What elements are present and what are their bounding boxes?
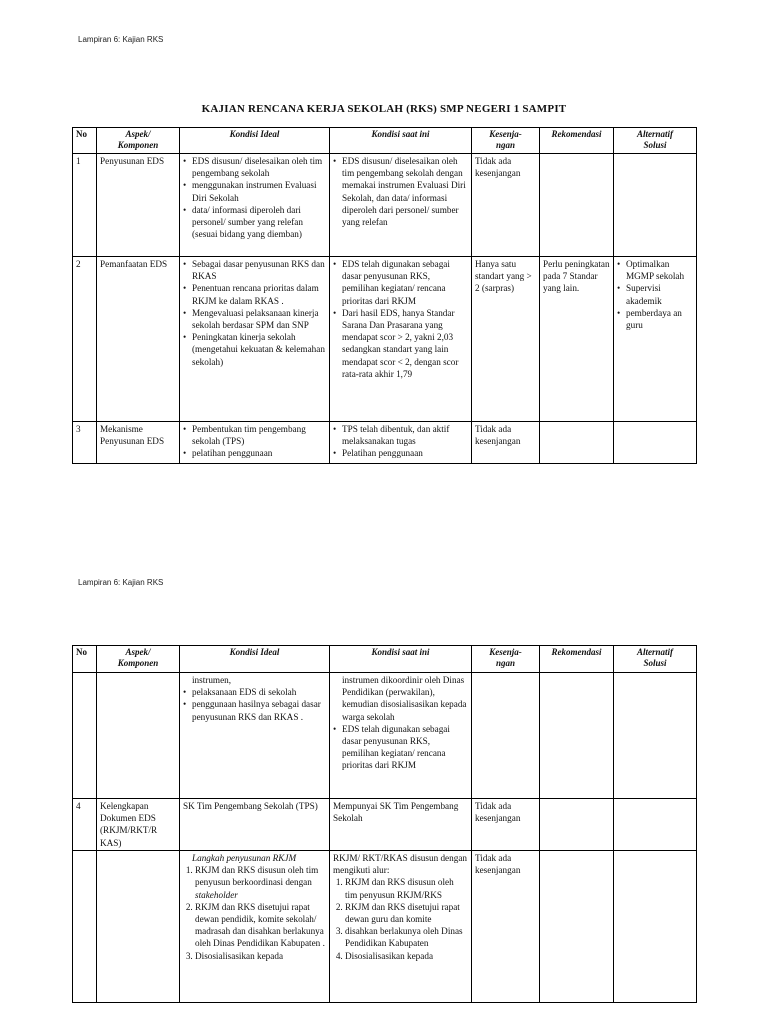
- list-item: • Peningkatan kinerja sekolah (mengetahui kekuatan & kelemahan sekolah): [192, 331, 326, 368]
- header-aspek: Aspek/ Komponen: [97, 646, 180, 673]
- list-item: • EDS disusun/ diselesaikan oleh tim pengembang sekolah dengan memakai instrumen Evaluasi Diri Sekolah, dan data/ informasi diperoleh dari personel/ sumber yang relefan: [342, 155, 468, 228]
- aspek-cell: Penyusunan EDS: [97, 154, 180, 257]
- document-title: KAJIAN RENCANA KERJA SEKOLAH (RKS) SMP NEGERI 1 SAMPIT: [201, 103, 567, 115]
- header-kondisi-ideal: Kondisi Ideal: [180, 128, 330, 154]
- list-item: • Pembentukan tim pengembang sekolah (TPS): [192, 423, 326, 447]
- header-kondisi-saat-ini: Kondisi saat ini: [330, 128, 472, 154]
- header-no: No: [73, 646, 97, 673]
- list-item: 1. RKJM dan RKS disusun oleh tim penyusun RKJM/RKS: [345, 876, 468, 900]
- list-item: 3. disahkan berlakunya oleh Dinas Pendidikan Kabupaten: [345, 925, 468, 949]
- alternatif-cell: [614, 673, 697, 799]
- list-item: • Dari hasil EDS, hanya Standar Sarana Dan Prasarana yang mendapat scor > 2, yakni 2,03 sedangkan standart yang lain mendapat scor < 2, dengan scor rata-rata akhir 1,79: [342, 307, 468, 380]
- kesenjangan-cell: Tidak ada kesenjangan: [472, 851, 540, 1003]
- row-number: 3: [73, 422, 97, 464]
- kondisi-saat-ini-cell: [330, 257, 472, 422]
- continued-text: instrumen,: [192, 675, 232, 685]
- list-item: • Pelatihan penggunaan: [342, 447, 468, 459]
- alternatif-cell: [614, 154, 697, 257]
- kondisi-ideal-cell: [180, 257, 330, 422]
- table-header-row: [73, 646, 697, 673]
- row-number: 4: [73, 799, 97, 851]
- kesenjangan-cell: Tidak ada kesenjangan: [472, 799, 540, 851]
- list-item: • pelatihan penggunaan: [192, 447, 326, 459]
- row-number: 1: [73, 154, 97, 257]
- kondisi-ideal-cell: [180, 851, 330, 1003]
- list-item: 3. Disosialisasikan kepada: [195, 950, 326, 962]
- table-row: [73, 851, 697, 1003]
- header-kesenjangan: Kesenja- ngan: [472, 646, 540, 673]
- row-number: 2: [73, 257, 97, 422]
- list-item: • EDS telah digunakan sebagai dasar penyusunan RKS, pemilihan kegiatan/ rencana prioritas dari RKJM: [342, 258, 468, 307]
- table-row: [73, 154, 697, 257]
- kondisi-ideal-cell: [180, 422, 330, 464]
- list-item: • EDS telah digunakan sebagai dasar penyusunan RKS, pemilihan kegiatan/ rencana prioritas dari RKJM: [342, 723, 468, 772]
- kesenjangan-cell: Tidak ada kesenjangan: [472, 422, 540, 464]
- kondisi-saat-ini-cell: [330, 154, 472, 257]
- kesenjangan-cell: Tidak ada kesenjangan: [472, 154, 540, 257]
- list-item: 1. RKJM dan RKS disusun oleh tim penyusun berkoordinasi dengan stakeholder: [195, 864, 326, 901]
- steps-heading: Langkah penyusunan RKJM: [192, 853, 297, 863]
- list-item: • Mengevaluasi pelaksanaan kinerja sekolah berdasar SPM dan SNP: [192, 307, 326, 331]
- list-item: • menggunakan instrumen Evaluasi Diri Sekolah: [192, 179, 326, 203]
- rekomendasi-cell: Perlu peningkatan pada 7 Standar yang lain.: [540, 257, 614, 422]
- list-item: • pemberdaya an guru: [626, 307, 693, 331]
- aspek-cell: Kelengkapan Dokumen EDS (RKJM/RKT/R KAS): [97, 799, 180, 851]
- aspek-cell: Mekanisme Penyusunan EDS: [97, 422, 180, 464]
- kesenjangan-cell: Hanya satu standart yang > 2 (sarpras): [472, 257, 540, 422]
- list-item: 2. RKJM dan RKS disetujui rapat dewan guru dan komite: [345, 901, 468, 925]
- table-row: [73, 257, 697, 422]
- table-row: [73, 673, 697, 799]
- list-item: • EDS disusun/ diselesaikan oleh tim pengembang sekolah: [192, 155, 326, 179]
- steps-intro: RKJM/ RKT/RKAS disusun dengan mengikuti alur:: [333, 853, 467, 876]
- table-row: [73, 799, 697, 851]
- table-row: [73, 422, 697, 464]
- list-item: • pelaksanaan EDS di sekolah: [192, 686, 326, 698]
- header-aspek: Aspek/ Komponen: [97, 128, 180, 154]
- rekomendasi-cell: [540, 851, 614, 1003]
- aspek-cell: [97, 673, 180, 799]
- alternatif-cell: [614, 422, 697, 464]
- list-item: 4. Disosialisasikan kepada: [345, 950, 468, 962]
- alternatif-cell: [614, 799, 697, 851]
- row-number: [73, 673, 97, 799]
- list-item: • Supervisi akademik: [626, 282, 693, 306]
- alternatif-cell: [614, 851, 697, 1003]
- header-kondisi-ideal: Kondisi Ideal: [180, 646, 330, 673]
- rekomendasi-cell: [540, 422, 614, 464]
- list-item: 2. RKJM dan RKS disetujui rapat dewan pendidik, komite sekolah/ madrasah dan disahkan berlakunya oleh Dinas Pendidikan Kabupaten .: [195, 901, 326, 950]
- page-label: Lampiran 6: Kajian RKS: [78, 578, 164, 587]
- list-item: • Optimalkan MGMP sekolah: [626, 258, 693, 282]
- rks-table-page-1: [72, 127, 697, 464]
- header-kondisi-saat-ini: Kondisi saat ini: [330, 646, 472, 673]
- list-item: • Sebagai dasar penyusunan RKS dan RKAS: [192, 258, 326, 282]
- aspek-cell: [97, 851, 180, 1003]
- header-kesenjangan: Kesenja- ngan: [472, 128, 540, 154]
- header-rekomendasi: Rekomendasi: [540, 128, 614, 154]
- table-header-row: [73, 128, 697, 154]
- list-item: • TPS telah dibentuk, dan aktif melaksanakan tugas: [342, 423, 468, 447]
- row-number: [73, 851, 97, 1003]
- list-item: • Penentuan rencana prioritas dalam RKJM ke dalam RKAS .: [192, 282, 326, 306]
- page-label: Lampiran 6: Kajian RKS: [78, 35, 164, 44]
- alternatif-cell: [614, 257, 697, 422]
- header-rekomendasi: Rekomendasi: [540, 646, 614, 673]
- header-alternatif: Alternatif Solusi: [614, 646, 697, 673]
- kondisi-ideal-cell: [180, 673, 330, 799]
- rekomendasi-cell: [540, 799, 614, 851]
- kondisi-ideal-cell: SK Tim Pengembang Sekolah (TPS): [180, 799, 330, 851]
- list-item: • penggunaan hasilnya sebagai dasar penyusunan RKS dan RKAS .: [192, 698, 326, 722]
- header-alternatif: Alternatif Solusi: [614, 128, 697, 154]
- kondisi-saat-ini-cell: [330, 851, 472, 1003]
- kondisi-saat-ini-cell: [330, 422, 472, 464]
- list-item: • data/ informasi diperoleh dari personel/ sumber yang relefan (sesuai bidang yang diemban): [192, 204, 326, 241]
- kondisi-ideal-cell: [180, 154, 330, 257]
- rekomendasi-cell: [540, 154, 614, 257]
- rks-table-page-2: [72, 645, 697, 1003]
- kesenjangan-cell: [472, 673, 540, 799]
- kondisi-saat-ini-cell: Mempunyai SK Tim Pengembang Sekolah: [330, 799, 472, 851]
- rekomendasi-cell: [540, 673, 614, 799]
- continued-text: instrumen dikoordinir oleh Dinas Pendidikan (perwakilan), kemudian disosialisasikan kepada warga sekolah: [342, 675, 467, 722]
- aspek-cell: Pemanfaatan EDS: [97, 257, 180, 422]
- kondisi-saat-ini-cell: [330, 673, 472, 799]
- header-no: No: [73, 128, 97, 154]
